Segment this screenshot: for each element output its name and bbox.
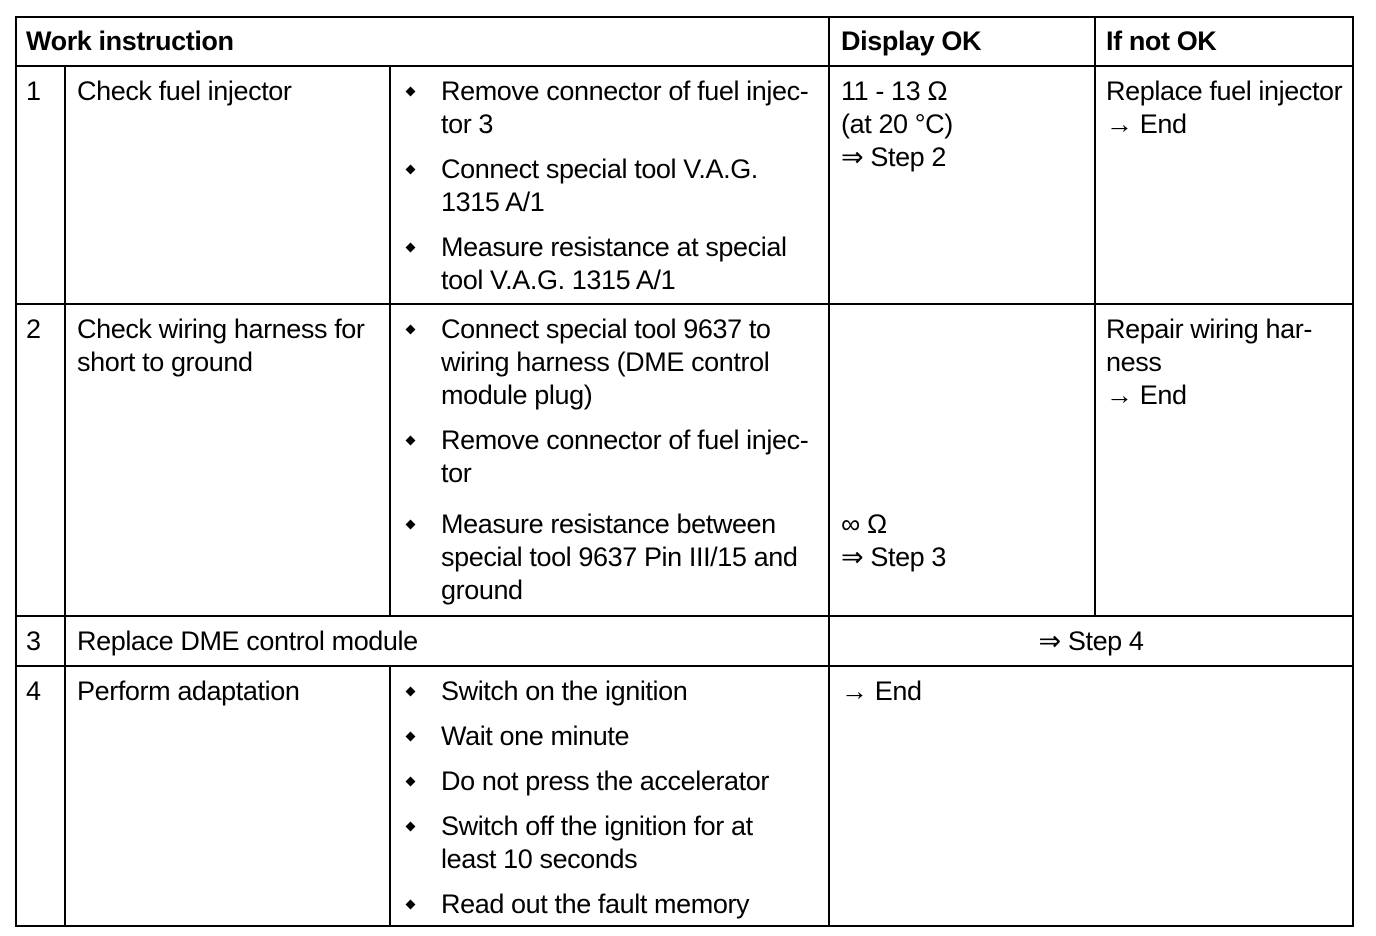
instruction-list <box>390 304 829 616</box>
if-not-ok-line: → End <box>1106 109 1187 139</box>
table-row-step-2 <box>16 304 1353 616</box>
list-item-line: Connect special tool 9637 to <box>441 314 771 344</box>
list-item <box>391 888 828 921</box>
list-item-line: 1315 A/1 <box>441 187 545 217</box>
diamond-bullet-icon <box>406 900 416 910</box>
if-not-ok-line: ness <box>1106 347 1162 377</box>
list-item-line: Do not press the accelerator <box>441 766 769 796</box>
list-item <box>391 313 828 412</box>
diamond-bullet-icon <box>406 243 416 253</box>
step-number: 1 <box>16 66 65 304</box>
list-item-line: least 10 seconds <box>441 844 638 874</box>
list-item-line: ground <box>441 575 523 605</box>
display-ok-cell <box>829 304 1095 616</box>
step-title <box>65 304 390 616</box>
list-item <box>391 75 828 141</box>
table-row-step-4 <box>16 666 1353 926</box>
display-ok-cell <box>829 616 1353 666</box>
instruction-list <box>390 66 829 304</box>
display-ok-line: ⇒ Step 3 <box>841 542 947 572</box>
step-number: 4 <box>16 666 65 926</box>
table-row-step-3 <box>16 616 1353 666</box>
display-ok-cell <box>829 66 1095 304</box>
diamond-bullet-icon <box>406 165 416 175</box>
list-item-line: module plug) <box>441 380 593 410</box>
step-title-line: Check fuel injector <box>77 76 292 106</box>
list-item <box>391 810 828 876</box>
step-title <box>65 66 390 304</box>
instruction-list <box>390 666 829 926</box>
display-ok-cell <box>829 666 1353 926</box>
list-item-line: tor 3 <box>441 109 494 139</box>
header-work-instruction: Work instruction <box>16 17 829 66</box>
if-not-ok-line: Replace fuel injector <box>1106 76 1343 106</box>
list-item-line: Measure resistance between <box>441 509 776 539</box>
list-item-line: Measure resistance at special <box>441 232 787 262</box>
step-title-line: short to ground <box>77 347 253 377</box>
list-item-line: Wait one minute <box>441 721 630 751</box>
list-item-line: Switch on the ignition <box>441 676 688 706</box>
list-item-line: wiring harness (DME control <box>441 347 770 377</box>
if-not-ok-line: Repair wiring har- <box>1106 314 1312 344</box>
if-not-ok-line: → End <box>1106 380 1187 410</box>
list-item-line: special tool 9637 Pin III/15 and <box>441 542 798 572</box>
list-item-line: Remove connector of fuel injec- <box>441 425 809 455</box>
header-if-not-ok: If not OK <box>1095 17 1353 66</box>
step-title-line: Perform adaptation <box>77 676 300 706</box>
diamond-bullet-icon <box>406 520 416 530</box>
diamond-bullet-icon <box>406 822 416 832</box>
list-item <box>391 508 828 607</box>
list-item <box>391 765 828 798</box>
diamond-bullet-icon <box>406 687 416 697</box>
list-item <box>391 231 828 297</box>
table-row-step-1 <box>16 66 1353 304</box>
step-title <box>65 666 390 926</box>
list-item-line: Switch off the ignition for at <box>441 811 753 841</box>
table-header-row <box>16 17 1353 66</box>
list-item <box>391 720 828 753</box>
if-not-ok-cell <box>1095 304 1353 616</box>
diamond-bullet-icon <box>406 436 416 446</box>
list-item-line: Connect special tool V.A.G. <box>441 154 758 184</box>
header-display-ok: Display OK <box>829 17 1095 66</box>
list-item <box>391 153 828 219</box>
diamond-bullet-icon <box>406 87 416 97</box>
diamond-bullet-icon <box>406 325 416 335</box>
step-title-line: Check wiring harness for <box>77 314 365 344</box>
list-item-line: Read out the fault memory <box>441 889 750 919</box>
display-ok-line: ⇒ Step 2 <box>841 142 947 172</box>
list-item <box>391 424 828 490</box>
diamond-bullet-icon <box>406 777 416 787</box>
display-ok-line: → End <box>841 676 922 706</box>
list-item-line: tor <box>441 458 472 488</box>
display-ok-line: (at 20 °C) <box>841 109 953 139</box>
step-number: 3 <box>16 616 65 666</box>
step-title <box>65 616 829 666</box>
if-not-ok-cell <box>1095 66 1353 304</box>
list-item <box>391 675 828 708</box>
diamond-bullet-icon <box>406 732 416 742</box>
work-instruction-table <box>15 16 1354 927</box>
list-item-line: tool V.A.G. 1315 A/1 <box>441 265 676 295</box>
display-ok-line: 11 - 13 Ω <box>841 76 948 106</box>
step-title-line: Replace DME control module <box>77 625 418 656</box>
step-number: 2 <box>16 304 65 616</box>
display-ok-line: ⇒ Step 4 <box>1038 625 1144 656</box>
list-item-line: Remove connector of fuel injec- <box>441 76 809 106</box>
display-ok-line: ∞ Ω <box>841 509 887 539</box>
